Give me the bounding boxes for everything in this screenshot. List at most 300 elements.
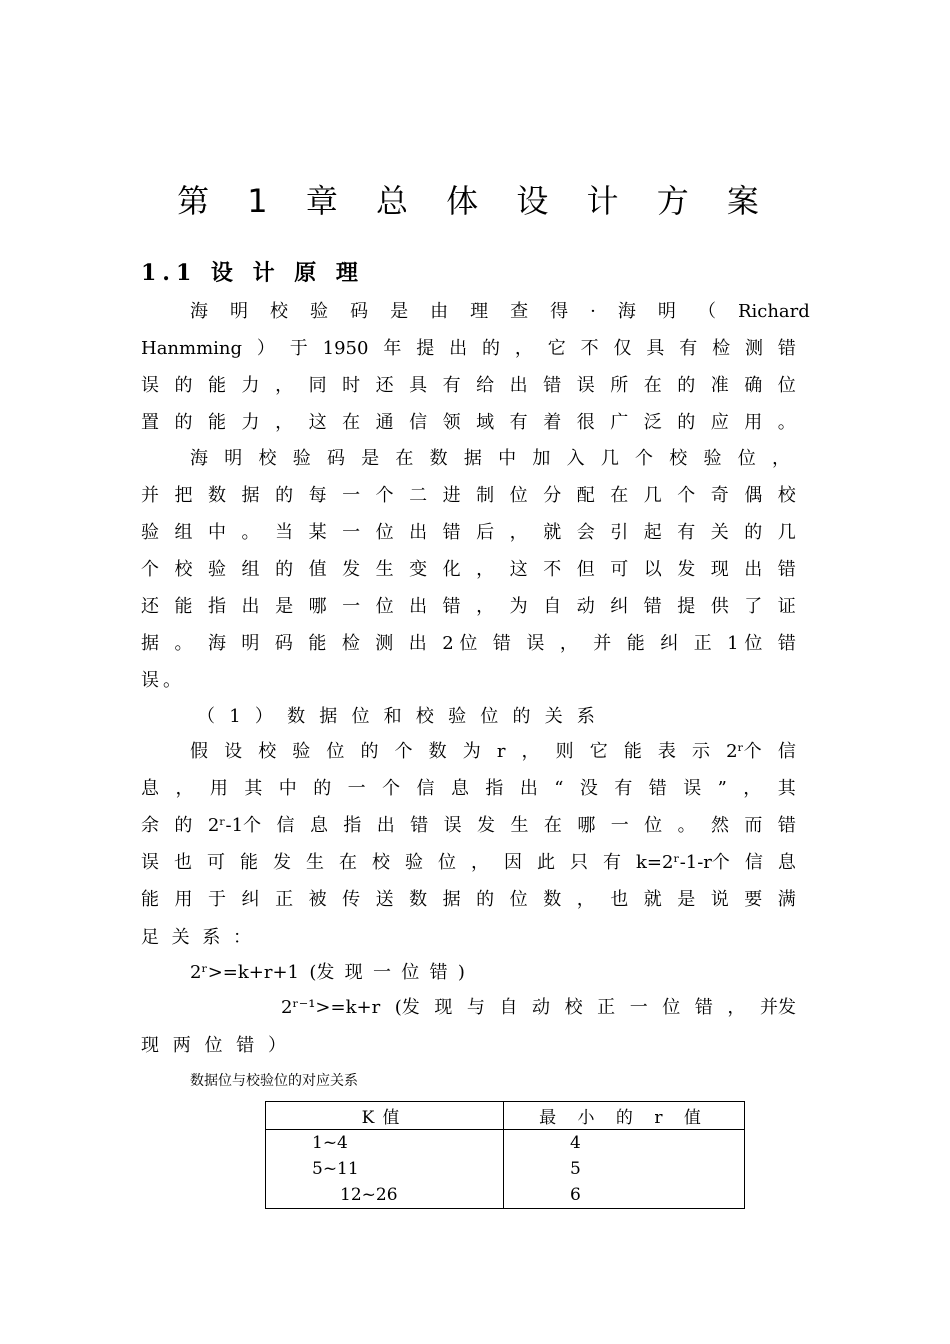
text-token: 验 — [292, 448, 311, 469]
text-token: 信 — [416, 778, 435, 799]
text-token: 出 — [509, 375, 528, 396]
text-token: 于 — [208, 889, 227, 910]
text-token: 验 — [405, 852, 423, 873]
text-token: 力 — [241, 375, 260, 396]
text-token: 提 — [677, 596, 696, 617]
table-cell-k: 1~4 — [266, 1130, 504, 1157]
text-token: 是 — [361, 448, 380, 469]
text-token: 余 — [141, 815, 159, 836]
text-token: 证 — [777, 596, 796, 617]
text-token: 很 — [576, 412, 595, 433]
text-token: 关 — [544, 706, 563, 727]
text-token: 错 — [777, 559, 796, 580]
text-token: 自 — [499, 997, 518, 1018]
text-token: 有 — [677, 522, 696, 543]
text-token: 码 — [326, 448, 345, 469]
table-row — [266, 1130, 745, 1157]
text-token: 的 — [174, 375, 193, 396]
paragraph-line — [141, 551, 796, 588]
text-token: 有 — [679, 338, 698, 359]
text-token: 1 — [229, 706, 241, 727]
text-token: 错 — [543, 375, 562, 396]
text-token: 2ʳ-1个 — [207, 815, 262, 836]
text-token: 组 — [174, 522, 193, 543]
text-token: 正 — [597, 997, 616, 1018]
text-token: 校 — [777, 485, 796, 506]
text-token: 加 — [532, 448, 551, 469]
text-token: 误 — [141, 375, 159, 396]
text-token: 为 — [462, 741, 481, 762]
text-token: 测 — [744, 338, 763, 359]
text-token: 错 — [410, 815, 429, 836]
text-token: 纠 — [241, 889, 260, 910]
table-cell-k: 12~26 — [266, 1182, 504, 1209]
text-token: 因 — [504, 852, 522, 873]
text-token: 其 — [777, 778, 796, 799]
text-token: 领 — [442, 412, 461, 433]
text-token: ， — [275, 375, 294, 396]
paragraph-line — [190, 733, 796, 770]
text-token: 可 — [207, 852, 225, 873]
text-token: 假 — [190, 741, 208, 762]
k-r-table — [265, 1101, 745, 1209]
text-token: 个 — [394, 741, 413, 762]
text-token: 并 — [593, 633, 612, 654]
text-token: 海 — [190, 301, 208, 322]
text-token: 只 — [570, 852, 588, 873]
table-row — [266, 1156, 745, 1182]
table-cell-r: 5 — [504, 1156, 745, 1182]
text-token: 1 位 — [727, 633, 763, 654]
text-token: 错 — [442, 596, 461, 617]
text-token: 能 — [208, 375, 227, 396]
section-title: 1.1 设 计 原 理 — [141, 260, 364, 286]
text-token: 发 — [273, 852, 291, 873]
text-token: 化 — [442, 559, 461, 580]
text-token: 通 — [375, 412, 394, 433]
text-token: 并发 — [759, 997, 796, 1018]
paragraph-line — [141, 477, 796, 514]
text-token: 给 — [476, 375, 495, 396]
text-token: 数 — [429, 448, 448, 469]
text-token: 出 — [376, 815, 395, 836]
text-token: 信 — [276, 815, 295, 836]
text-token: 二 — [409, 485, 428, 506]
text-token: ) — [457, 962, 465, 983]
text-token: 校 — [258, 741, 277, 762]
text-token: ， — [175, 778, 194, 799]
text-token: 此 — [537, 852, 555, 873]
text-token: 满 — [777, 889, 796, 910]
text-token: 是 — [390, 301, 409, 322]
text-token: 表 — [657, 741, 676, 762]
text-token: 验 — [141, 522, 159, 543]
text-token: 在 — [543, 815, 562, 836]
text-token: Richard — [737, 301, 810, 322]
text-token: 的 — [174, 815, 193, 836]
text-token: 仅 — [613, 338, 632, 359]
text-token: 这 — [509, 559, 528, 580]
text-token: 就 — [643, 889, 662, 910]
text-token: 没 — [579, 778, 598, 799]
text-token: 位 — [509, 485, 528, 506]
text-token: 以 — [643, 559, 662, 580]
table-row — [266, 1182, 745, 1209]
text-token: 位 — [204, 1035, 223, 1056]
text-token: 得 — [550, 301, 569, 322]
text-token: 据 — [442, 889, 461, 910]
text-token: 检 — [341, 633, 360, 654]
paragraph-line — [141, 844, 796, 881]
paragraph-line — [141, 588, 796, 625]
text-token: 息 — [309, 815, 328, 836]
text-token: 与 — [466, 997, 485, 1018]
paragraph-line — [141, 404, 796, 441]
text-token: 位 — [777, 375, 796, 396]
text-token: 哪 — [577, 815, 596, 836]
text-token: 有 — [603, 852, 621, 873]
text-token: 个 — [635, 448, 654, 469]
text-token: 错 — [777, 815, 796, 836]
text-token: 而 — [744, 815, 763, 836]
text-token: 送 — [375, 889, 394, 910]
text-token: 校 — [258, 448, 277, 469]
text-token: 几 — [600, 448, 619, 469]
text-token: 可 — [610, 559, 629, 580]
text-token: 2ʳ⁻¹>=k+r — [281, 997, 381, 1018]
text-token: 把 — [174, 485, 193, 506]
text-token: 息 — [450, 778, 469, 799]
text-token: 在 — [643, 375, 662, 396]
text-token: 示 — [692, 741, 711, 762]
text-token: 这 — [308, 412, 327, 433]
text-token: 错 — [492, 633, 511, 654]
text-token: 个 — [382, 778, 401, 799]
text-token: 正 — [693, 633, 712, 654]
text-token: 检 — [712, 338, 731, 359]
text-token: 验 — [292, 741, 311, 762]
text-token: 用 — [174, 889, 193, 910]
text-token: 关 — [171, 927, 190, 948]
text-token: 还 — [141, 596, 159, 617]
text-token: 的 — [744, 522, 763, 543]
text-token: 错 — [442, 522, 461, 543]
text-token: 是 — [275, 596, 294, 617]
text-token: （ — [197, 706, 215, 727]
text-token: 具 — [646, 338, 665, 359]
text-token: 生 — [375, 559, 394, 580]
text-token: · — [590, 301, 596, 322]
text-token: 后 — [476, 522, 495, 543]
text-token: ） — [268, 1035, 286, 1056]
text-token: 的 — [481, 338, 500, 359]
text-token: 被 — [308, 889, 327, 910]
text-token: 1950 — [322, 338, 369, 359]
text-token: r — [496, 741, 506, 762]
text-token: 广 — [610, 412, 629, 433]
text-token: 每 — [308, 485, 327, 506]
text-token: ） — [256, 338, 275, 359]
text-token: 息 — [141, 778, 159, 799]
text-token: 同 — [308, 375, 327, 396]
text-token: 中 — [498, 448, 517, 469]
text-token: 错 — [236, 1035, 255, 1056]
text-token: 几 — [643, 485, 662, 506]
text-token: 明 — [224, 448, 243, 469]
paragraph-line — [141, 807, 796, 844]
text-token: 位 — [326, 741, 345, 762]
text-token: 起 — [643, 522, 662, 543]
text-token: 引 — [610, 522, 629, 543]
text-token: 能 — [141, 889, 159, 910]
text-token: 出 — [241, 596, 260, 617]
text-token: 具 — [409, 375, 428, 396]
text-token: 应 — [710, 412, 729, 433]
text-token: 然 — [711, 815, 729, 836]
text-token: 正 — [275, 889, 294, 910]
text-token: 传 — [342, 889, 361, 910]
text-token: 的 — [275, 485, 294, 506]
text-token: ： — [232, 927, 251, 948]
text-token: 出 — [409, 522, 428, 543]
text-token: 息 — [777, 852, 796, 873]
text-token: 位 — [737, 448, 756, 469]
text-token: 验 — [703, 448, 722, 469]
text-token: 校 — [415, 706, 434, 727]
text-token: 错 — [694, 997, 713, 1018]
text-token: 。 — [677, 815, 696, 836]
text-token: 的 — [677, 375, 696, 396]
text-token: 有 — [442, 375, 461, 396]
text-token: 出 — [409, 596, 428, 617]
text-token: 某 — [308, 522, 327, 543]
text-token: 系 — [202, 927, 221, 948]
text-token: 生 — [306, 852, 324, 873]
text-token: 发 — [477, 815, 496, 836]
text-token: ， — [514, 338, 533, 359]
text-token: 位 — [509, 889, 528, 910]
text-token: 误 — [683, 778, 702, 799]
text-token: 年 — [383, 338, 402, 359]
text-token: 动 — [532, 997, 551, 1018]
text-token: 关 — [710, 522, 729, 543]
text-token: 指 — [208, 596, 227, 617]
text-token: 着 — [543, 412, 562, 433]
text-token: 动 — [576, 596, 595, 617]
text-token: 能 — [240, 852, 258, 873]
text-token: 由 — [430, 301, 449, 322]
text-token: 据 — [141, 633, 159, 654]
text-token: 并 — [141, 485, 159, 506]
text-token: 误 — [526, 633, 545, 654]
text-token: 。 — [174, 633, 193, 654]
text-token: 发 — [677, 559, 696, 580]
text-token: 错 — [643, 596, 662, 617]
text-token: 验 — [208, 559, 227, 580]
text-token: 发 — [342, 559, 361, 580]
text-token: 错 — [429, 962, 448, 983]
text-token: 置 — [141, 412, 159, 433]
text-token: 2ʳ个 — [726, 741, 762, 762]
text-token: 于 — [289, 338, 308, 359]
text-token: (发 — [309, 962, 335, 983]
text-token: 数 — [428, 741, 447, 762]
text-token: 哪 — [308, 596, 327, 617]
text-token: 校 — [372, 852, 390, 873]
text-token: 中 — [278, 778, 297, 799]
table-header-r: 最 小 的 r 值 — [504, 1102, 745, 1130]
text-token: 数 — [543, 889, 562, 910]
text-token: 现 — [710, 559, 729, 580]
text-token: 信 — [777, 741, 796, 762]
text-token: 入 — [566, 448, 585, 469]
text-token: 2ʳ>=k+r+1 — [190, 962, 299, 983]
text-token: ， — [743, 778, 762, 799]
text-token: 分 — [543, 485, 562, 506]
paragraph-line — [141, 919, 251, 956]
text-token: 其 — [244, 778, 263, 799]
text-token: 的 — [512, 706, 531, 727]
paragraph-line — [141, 625, 796, 662]
paragraph-line — [281, 989, 796, 1026]
text-token: 海 — [207, 633, 226, 654]
text-token: 2 位 — [442, 633, 478, 654]
text-token: ） — [254, 706, 273, 727]
text-token: 不 — [543, 559, 562, 580]
paragraph-line — [141, 881, 796, 918]
text-token: 位 — [662, 997, 681, 1018]
text-token: 力 — [241, 412, 260, 433]
text-token: 个 — [375, 485, 394, 506]
text-token: 值 — [308, 559, 327, 580]
paragraph-line — [190, 440, 790, 477]
text-token: 校 — [669, 448, 688, 469]
paragraph-line — [190, 293, 810, 330]
text-token: 错 — [777, 338, 796, 359]
text-token: ， — [727, 997, 746, 1018]
text-token: 在 — [342, 412, 361, 433]
text-token: ， — [275, 412, 294, 433]
text-token: 的 — [174, 412, 193, 433]
text-token: 信 — [409, 412, 428, 433]
text-token: 在 — [339, 852, 357, 873]
text-token: 提 — [416, 338, 435, 359]
text-token: 误 — [141, 852, 159, 873]
text-token: 了 — [744, 596, 763, 617]
text-token: ， — [476, 596, 495, 617]
text-token: 明 — [230, 301, 249, 322]
text-token: 海 — [617, 301, 636, 322]
table-cell-r: 4 — [504, 1130, 745, 1157]
text-token: 个 — [141, 559, 159, 580]
table-caption: 数据位与校验位的对应关系 — [190, 1073, 358, 1089]
text-token: 理 — [470, 301, 489, 322]
text-token: 一 — [342, 596, 361, 617]
text-token: 码 — [350, 301, 369, 322]
text-token: 变 — [409, 559, 428, 580]
text-token: 位 — [401, 962, 420, 983]
text-token: 用 — [209, 778, 228, 799]
text-token: 数 — [208, 485, 227, 506]
text-token: 出 — [519, 778, 538, 799]
text-token: 一 — [610, 815, 629, 836]
text-token: 能 — [623, 741, 642, 762]
text-token: 一 — [629, 997, 648, 1018]
text-token: 位 — [351, 706, 370, 727]
text-token: 能 — [174, 596, 193, 617]
text-token: 位 — [438, 852, 456, 873]
text-token: 现 — [141, 1035, 159, 1056]
text-token: 也 — [174, 852, 192, 873]
text-token: 设 — [224, 741, 243, 762]
text-token: 在 — [395, 448, 414, 469]
text-token: 一 — [342, 522, 361, 543]
text-token: 错 — [648, 778, 667, 799]
table-cell-r: 6 — [504, 1182, 745, 1209]
text-token: 一 — [372, 962, 391, 983]
text-token: “ — [554, 778, 564, 799]
text-token: 指 — [485, 778, 504, 799]
text-token: 也 — [610, 889, 629, 910]
text-token: 个 — [677, 485, 696, 506]
text-token: 和 — [383, 706, 402, 727]
paragraph-line — [141, 367, 796, 404]
paragraph-line — [190, 954, 465, 991]
text-token: （ — [697, 301, 716, 322]
text-token: 误 — [141, 670, 159, 691]
text-token: 能 — [626, 633, 645, 654]
text-token: 域 — [476, 412, 495, 433]
text-token: 生 — [510, 815, 529, 836]
text-token: 。 — [241, 522, 260, 543]
text-token: ， — [521, 741, 540, 762]
text-token: 能 — [308, 633, 327, 654]
paragraph-line — [197, 698, 595, 735]
text-token: 验 — [448, 706, 467, 727]
text-token: 错 — [777, 633, 796, 654]
text-token: ， — [771, 448, 790, 469]
text-token: 的 — [360, 741, 379, 762]
paragraph-line — [141, 1027, 286, 1064]
text-token: 据 — [463, 448, 482, 469]
text-token: 指 — [343, 815, 362, 836]
text-token: 位 — [480, 706, 499, 727]
text-token: 的 — [313, 778, 332, 799]
text-token: 的 — [476, 889, 495, 910]
text-token: k=2ʳ-1-r个 — [636, 852, 730, 873]
text-token: 是 — [677, 889, 696, 910]
table-header-k: K值 — [266, 1102, 504, 1130]
paragraph-line — [141, 514, 796, 551]
text-token: 测 — [375, 633, 394, 654]
text-token: 的 — [275, 559, 294, 580]
text-token: 验 — [310, 301, 329, 322]
text-token: ， — [509, 522, 528, 543]
text-token: 出 — [449, 338, 468, 359]
text-token: 时 — [342, 375, 361, 396]
paragraph-line — [141, 770, 796, 807]
paragraph-line — [141, 662, 181, 699]
text-token: 偶 — [744, 485, 763, 506]
text-token: 中 — [208, 522, 227, 543]
text-token: 确 — [744, 375, 763, 396]
text-token: 纠 — [660, 633, 679, 654]
text-token: 不 — [580, 338, 599, 359]
text-token: 则 — [555, 741, 574, 762]
text-token: 但 — [576, 559, 595, 580]
text-token: 出 — [744, 559, 763, 580]
text-token: 码 — [274, 633, 293, 654]
